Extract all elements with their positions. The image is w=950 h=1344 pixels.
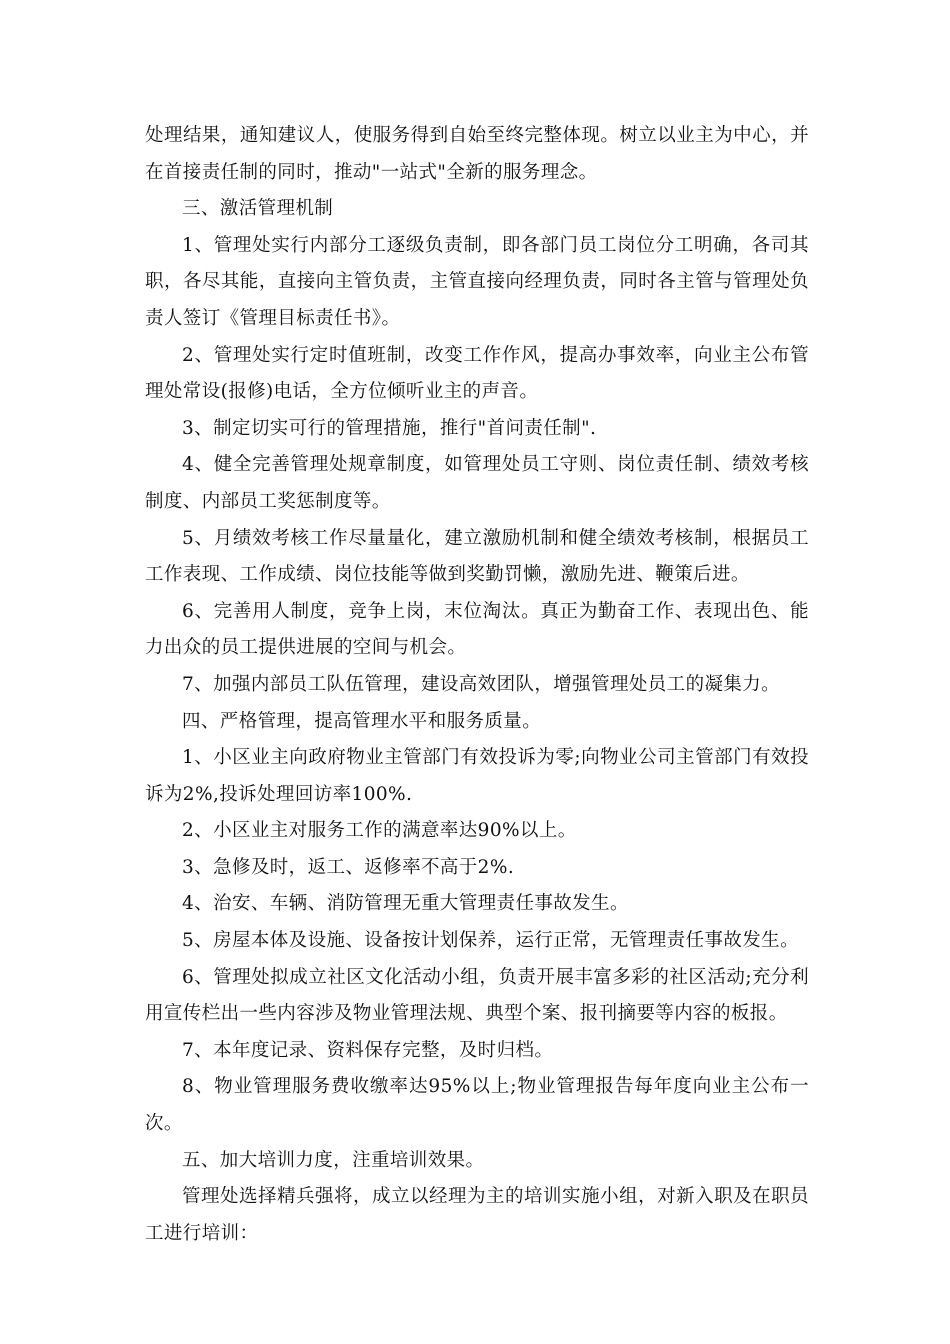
list-item: 8、物业管理服务费收缴率达95%以上;物业管理报告每年度向业主公布一次。 bbox=[145, 1076, 809, 1135]
list-item: 5、月绩效考核工作尽量量化，建立激励机制和健全绩效考核制，根据员工工作表现、工作成绩、岗位技能等做到奖勤罚懒，激励先进、鞭策后进。 bbox=[145, 527, 809, 586]
list-item: 3、制定切实可行的管理措施，推行"首问责任制". bbox=[182, 417, 597, 439]
list-item: 7、加强内部员工队伍管理，建设高效团队，增强管理处员工的凝集力。 bbox=[182, 673, 781, 695]
list-item: 6、完善用人制度，竞争上岗，末位淘汰。真正为勤奋工作、表现出色、能力出众的员工提供进展的空间与机会。 bbox=[145, 600, 809, 659]
list-item: 5、房屋本体及设施、设备按计划保养，运行正常，无管理责任事故发生。 bbox=[182, 930, 799, 952]
list-item: 1、小区业主向政府物业主管部门有效投诉为零;向物业公司主管部门有效投诉为2%,投诉处理回访率100%. bbox=[145, 747, 809, 805]
paragraph-continuation: 处理结果，通知建议人，使服务得到自始至终完整体现。树立以业主为中心，并在首接责任制的同时，推动"一站式"全新的服务理念。 bbox=[145, 125, 809, 183]
list-item: 1、管理处实行内部分工逐级负责制，即各部门员工岗位分工明确，各司其职，各尽其能，直接向主管负责，主管直接向经理负责，同时各主管与管理处负责人签订《管理目标责任书》。 bbox=[145, 234, 809, 329]
list-item: 2、管理处实行定时值班制，改变工作作风，提高办事效率，向业主公布管理处常设(报修)电话，全方位倾听业主的声音。 bbox=[145, 344, 809, 403]
list-item: 4、治安、车辆、消防管理无重大管理责任事故发生。 bbox=[182, 893, 629, 915]
section-heading-4: 四、严格管理，提高管理水平和服务质量。 bbox=[182, 710, 542, 732]
list-item: 6、管理处拟成立社区文化活动小组，负责开展丰富多彩的社区活动;充分利用宣传栏出一些内容涉及物业管理法规、典型个案、报刊摘要等内容的板报。 bbox=[145, 966, 809, 1025]
paragraph: 管理处选择精兵强将，成立以经理为主的培训实施小组，对新入职及在职员工进行培训： bbox=[145, 1186, 809, 1244]
list-item: 3、急修及时，返工、返修率不高于2%. bbox=[182, 856, 515, 878]
list-item: 4、健全完善管理处规章制度，如管理处员工守则、岗位责任制、绩效考核制度、内部员工奖惩制度等。 bbox=[145, 454, 809, 512]
section-heading-3: 三、激活管理机制 bbox=[182, 198, 334, 220]
section-heading-5: 五、加大培训力度，注重培训效果。 bbox=[182, 1149, 485, 1171]
document-body bbox=[145, 118, 809, 1252]
list-item: 7、本年度记录、资料保存完整，及时归档。 bbox=[182, 1039, 554, 1061]
list-item: 2、小区业主对服务工作的满意率达90%以上。 bbox=[182, 820, 577, 842]
